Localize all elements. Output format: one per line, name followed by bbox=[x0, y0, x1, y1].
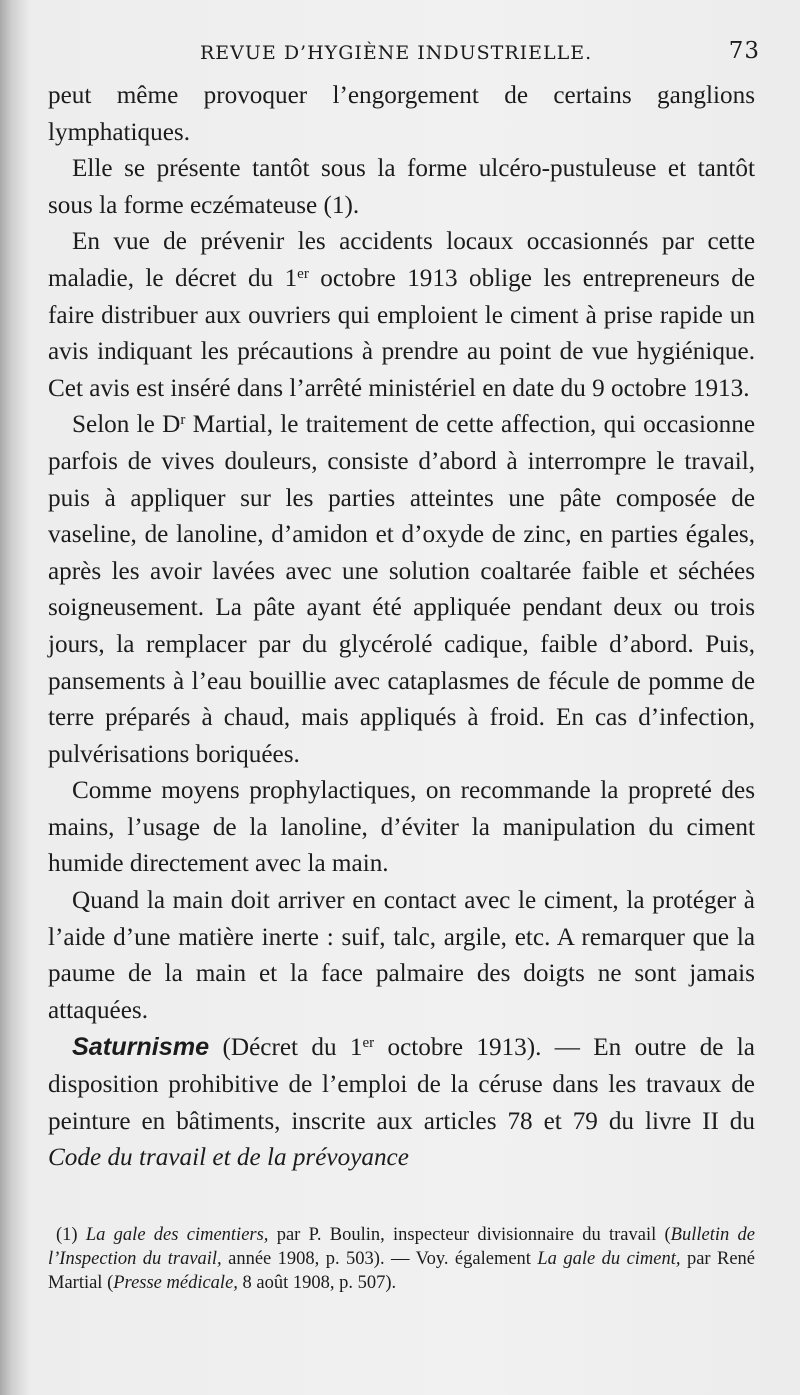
paragraph-2: Elle se présente tantôt sous la forme ulcéro-pustuleuse et tantôt sous la forme eczémateuse (1). bbox=[48, 155, 755, 219]
running-title: REVUE D’HYGIÈNE INDUSTRIELLE. bbox=[200, 42, 593, 64]
paragraph-4: Selon le $D^r$ Martial, le traitement de cette affection, qui occasionne parfois de vives douleurs, consiste d’abord à interrompre le travail, puis à appliquer sur les parties atteintes une pâte composée de vaseline, de lanoline, d’amidon et d’oxyde de zinc, en parties égales, après les avoir lavées avec une solution coaltarée faible et séchées soigneusement. La pâte ayant été appliquée pendant deux ou trois jours, la remplacer par du glycérolé cadique, faible d’abord. Puis, pansements à l’eau bouillie avec cataplasmes de fécule de pomme de terre préparés à chaud, mais appliqués à froid. En cas d’infection, pulvérisations boriquées. bbox=[48, 411, 755, 768]
page-number: 73 bbox=[728, 38, 760, 64]
paragraph-3: En vue de prévenir les accidents locaux occasionnés par cette maladie, le décret du 1er octobre 1913 oblige les entrepreneurs de faire distribuer aux ouvriers qui emploient le ciment à prise rapide un avis indiquant les précautions à prendre au point de vue hygiénique. Cet avis est inséré dans l’arrêté ministériel en date du 9 octobre 1913. bbox=[48, 228, 755, 402]
paragraph-5: Comme moyens prophylactiques, on recommande la propreté des mains, l’usage de la lanoline, d’éviter la manipulation du ciment humide directement avec la main. bbox=[48, 777, 755, 878]
footnote bbox=[48, 1223, 755, 1295]
footnote-1: (1) La gale des cimentiers, par P. Boulin, inspecteur divisionnaire du travail (Bulletin de l’Inspection du travail, année 1908, p. 503). — Voy. également La gale du ciment, par René Martial (Presse médicale, 8 août 1908, p. 507). bbox=[48, 1225, 756, 1293]
main-text bbox=[48, 78, 755, 1177]
section-heading-saturnisme: Saturnisme bbox=[72, 1033, 210, 1062]
paragraph-6: Quand la main doit arriver en contact avec le ciment, la protéger à l’aide d’une matière inerte : suif, talc, argile, etc. A remarquer que la paume de la main et la face palmaire des doigts ne sont jamais attaquées. bbox=[48, 887, 755, 1024]
paragraph-7: Saturnisme (Décret du 1er octobre 1913). — En outre de la disposition prohibitive de l’emploi de la céruse dans les travaux de peinture en bâtiments, inscrite aux articles 78 et 79 du livre II du Code du travail et de la prévoyance bbox=[48, 1033, 755, 1172]
paragraph-1: peut même provoquer l’engorgement de certains ganglions lymphatiques. bbox=[48, 82, 755, 146]
